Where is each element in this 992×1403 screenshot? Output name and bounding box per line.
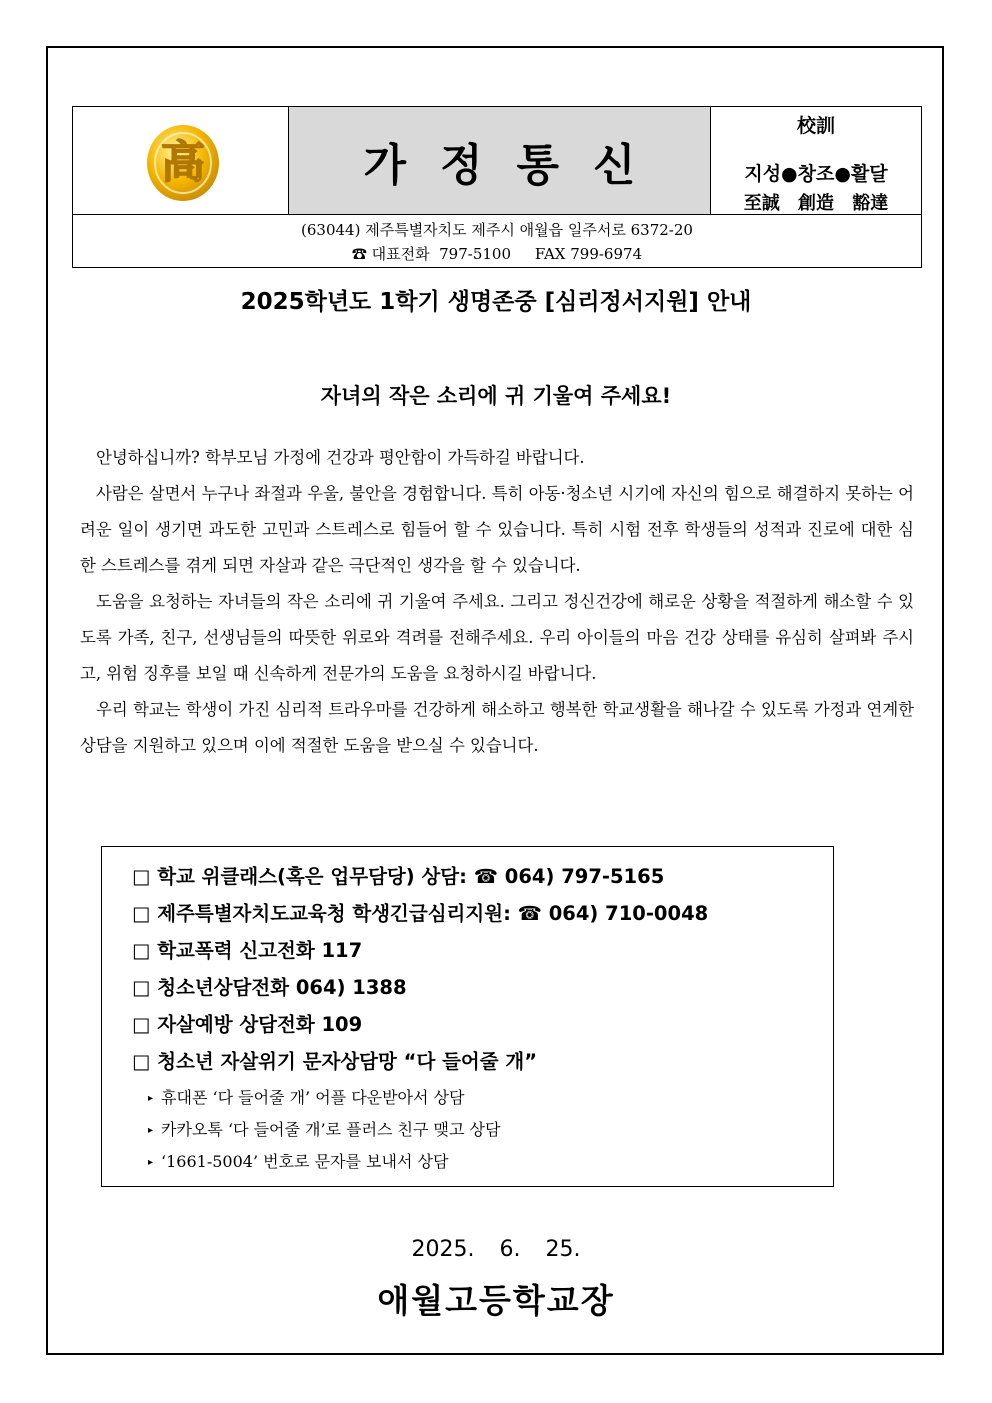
school-address: (63044) 제주특별자치도 제주시 애월읍 일주서로 6372-20 [301,221,693,239]
school-logo-icon [145,119,221,203]
contact-sub-item [148,1149,448,1172]
contact-sub-item [148,1085,464,1108]
logo-cell [73,107,289,214]
contact-item: □ 학교 위클래스(혹은 업무담당) 상담: ☎ 064) 797-5165 [132,865,665,888]
contact-item: □ 학교폭력 신고전화 117 [132,939,363,962]
contact-sub-text: ‘1661-5004’ 번호로 문자를 보내서 상담 [161,1152,449,1171]
signer: 애월고등학교장 [377,1281,615,1320]
contact-sub-text: 카카오톡 ‘다 들어줄 개’로 플러스 친구 맺고 상담 [161,1120,501,1139]
contact-item: □ 자살예방 상담전화 109 [132,1013,363,1036]
body-text [80,440,914,764]
letterhead [72,106,922,268]
sub-title: 자녀의 작은 소리에 귀 기울여 주세요! [320,384,672,408]
main-title: 2025학년도 1학기 생명존중 [심리정서지원] 안내 [240,289,752,315]
contact-sub-item [148,1117,500,1140]
issue-date: 2025. 6. 25. [411,1237,581,1262]
triangle-bullet-icon: ▸ [148,1125,154,1136]
contact-box [101,846,834,1187]
paragraph: 사람은 살면서 누구나 좌절과 우울, 불안을 경험합니다. 특히 아동·청소년 시기에 자신의 힘으로 해결하지 못하는 어려운 일이 생기면 과도한 고민과 스트레스로 힘들어 할 수 있습니다. 특히 시험 전후 학생들의 성적과 진로에 대한 심한 스트레스를 겪게 되면 자살과 같은 극단적인 생각을 할 수 있습니다. [80,484,914,575]
contact-sub-text: 휴대폰 ‘다 들어줄 개’ 어플 다운받아서 상담 [161,1088,465,1107]
contact-item: □ 제주특별자치도교육청 학생긴급심리지원: ☎ 064) 710-0048 [132,902,709,925]
newsletter-title: 가정통신 [363,139,670,191]
address-row [73,214,921,268]
motto-korean: 지성●창조●활달 [744,163,888,185]
title-cell [289,107,711,214]
contact-item: □ 청소년 자살위기 문자상담망 “다 들어줄 개” [132,1050,538,1073]
triangle-bullet-icon: ▸ [148,1157,154,1168]
logo-text: 高 [161,137,205,188]
paragraph: 우리 학교는 학생이 가진 심리적 트라우마를 건강하게 해소하고 행복한 학교생활을 해나갈 수 있도록 가정과 연계한 상담을 지원하고 있으며 이에 적절한 도움을 받으실 수 있습니다. [80,700,914,755]
motto-label: 校訓 [796,115,835,137]
phone-fax: ☎ 대표전화 797-5100 FAX 799-6974 [351,245,643,263]
paragraph: 안녕하십니까? 학부모님 가정에 건강과 평안함이 가득하길 바랍니다. [96,448,585,467]
paragraph: 도움을 요청하는 자녀들의 작은 소리에 귀 기울여 주세요. 그리고 정신건강에 해로운 상황을 적절하게 해소할 수 있도록 가족, 친구, 선생님들의 따뜻한 위로와 격려를 전해주세요. 우리 아이들의 마음 건강 상태를 유심히 살펴봐 주시고, 위험 징후를 보일 때 신속하게 전문가의 도움을 요청하시길 바랍니다. [80,592,914,683]
triangle-bullet-icon: ▸ [148,1093,154,1104]
contact-item: □ 청소년상담전화 064) 1388 [132,976,407,999]
motto-cell [711,107,921,214]
motto-hanja: 至誠 創造 豁達 [743,193,889,214]
